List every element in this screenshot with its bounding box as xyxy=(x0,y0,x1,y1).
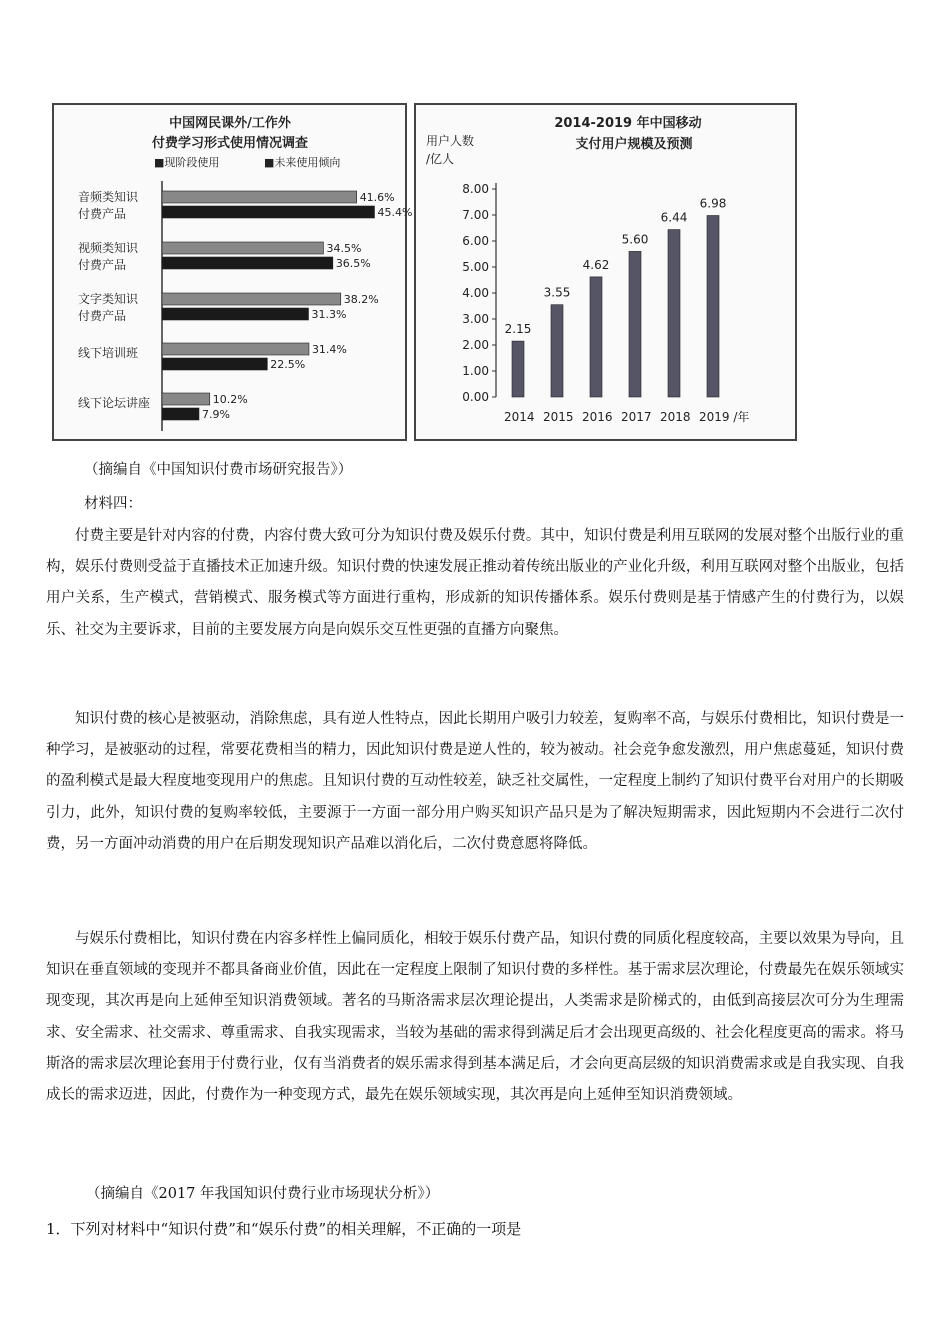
survey-chart-panel xyxy=(52,103,413,441)
chart2-ytick-label: 0.00 xyxy=(462,390,489,404)
paragraph-3: 与娱乐付费相比，知识付费在内容多样性上偏同质化，相较于娱乐付费产品，知识付费的同质化程度较高，主要以效果为导向，且知识在垂直领域的变现并不都具备商业价值，因此在一定程度上限制了知识付费的多样性。基于需求层次理论，付费最先在娱乐领域实现变现，其次再是向上延伸至知识消费领域。著名的马斯洛需求层次理论提出，人类需求是阶梯式的，由低到高接层次可分为生理需求、安全需求、社交需求、尊重需求、自我实现需求，当较为基础的需求得到满足后才会出现更高级的、社会化程度更高的需求。将马斯洛的需求层次理论套用于付费行业，仅有当消费者的娱乐需求得到基本满足后，才会向更高层级的知识消费需求或是自我实现、自我成长的需求迈进，因此，付费作为一种变现方式，最先在娱乐领域实现，其次再是向上延伸至知识消费领域。 xyxy=(46,931,904,1104)
question-1: 1．下列对材料中“知识付费”和“娱乐付费”的相关理解，不正确的一项是 xyxy=(46,1220,522,1238)
paragraph-1: 付费主要是针对内容的付费，内容付费大致可分为知识付费及娱乐付费。其中，知识付费是利用互联网的发展对整个出版行业的重构，娱乐付费则受益于直播技术正加速升级。知识付费的快速发展正推动着传统出版业的产业化升级，利用互联网对整个出版业，包括用户关系，生产模式，营销模式、服务模式等方面进行重构，形成新的知识传播体系。娱乐付费则是基于情感产生的付费行为，以娱乐、社交为主要诉求，目前的主要发展方向是向娱乐交互性更强的直播方向聚焦。 xyxy=(46,528,904,638)
figures xyxy=(52,103,797,441)
chart1-bar-future xyxy=(162,206,374,218)
chart1-value-label: 34.5% xyxy=(326,242,362,255)
chart1-bar-future xyxy=(162,408,199,420)
chart2-ytick-label: 3.00 xyxy=(462,312,489,326)
chart2-xtick-label: 2015 xyxy=(543,410,574,424)
chart2-bar xyxy=(551,305,563,397)
chart2-value-label: 5.60 xyxy=(621,232,649,247)
chart2-title-line: 支付用户规模及预测 xyxy=(575,137,693,152)
chart1-value-label: 41.6% xyxy=(359,191,395,204)
chart2-bar xyxy=(707,216,719,397)
chart2-ytick-label: 7.00 xyxy=(462,208,489,222)
paragraph-2: 知识付费的核心是被驱动，消除焦虑，具有逆人性特点，因此长期用户吸引力较差，复购率不高，与娱乐付费相比，知识付费是一种学习，是被驱动的过程，常要花费相当的精力，因此知识付费是逆人性的，较为被动。社会竞争愈发激烈，用户焦虑蔓延，知识付费的盈利模式是最大程度地变现用户的焦虑。且知识付费的互动性较差，缺乏社交属性，一定程度上制约了知识付费平台对用户的长期吸引力，此外，知识付费的复购率较低，主要源于一方面一部分用户购买知识产品只是为了解决短期需求，因此短期内不会进行二次付费，另一方面冲动消费的用户在后期发现知识产品难以消化后，二次付费意愿将降低。 xyxy=(46,711,904,852)
chart1-bar-current xyxy=(162,393,210,405)
survey-bar-chart xyxy=(54,105,413,439)
chart1-title-line: 付费学习形式使用情况调查 xyxy=(151,136,309,151)
chart1-category-label: 线下培训班 xyxy=(78,346,139,360)
chart1-category-label: 线下论坛讲座 xyxy=(78,396,151,410)
chart1-value-label: 22.5% xyxy=(270,358,306,371)
chart2-ytick-label: 2.00 xyxy=(462,338,489,352)
chart2-bar xyxy=(629,251,641,397)
chart1-category-label: 音频类知识 xyxy=(78,190,139,204)
mobile-pay-chart-panel xyxy=(414,103,797,441)
chart1-value-label: 7.9% xyxy=(201,408,230,421)
chart1-category-label: 文字类知识 xyxy=(78,292,139,306)
chart2-xtick-label: 2019 /年 xyxy=(699,410,750,424)
chart1-legend-future: ■未来使用倾向 xyxy=(264,156,341,169)
chart1-value-label: 10.2% xyxy=(212,393,248,406)
chart2-xtick-label: 2016 xyxy=(582,410,613,424)
chart2-bar xyxy=(590,277,602,397)
chart1-value-label: 31.3% xyxy=(311,308,347,321)
chart2-xtick-label: 2017 xyxy=(621,410,652,424)
mobile-pay-bar-chart xyxy=(416,105,795,439)
chart1-value-label: 45.4% xyxy=(377,206,413,219)
chart1-bar-future xyxy=(162,308,308,320)
chart1-value-label: 36.5% xyxy=(335,257,371,270)
chart2-ytick-label: 8.00 xyxy=(462,182,489,196)
chart1-category-label: 付费产品 xyxy=(78,258,127,272)
chart1-value-label: 38.2% xyxy=(343,293,379,306)
chart2-ytick-label: 1.00 xyxy=(462,364,489,378)
chart2-xtick-label: 2018 xyxy=(660,410,691,424)
chart2-ylabel: 用户人数 xyxy=(426,134,475,148)
chart2-title-line: 2014-2019 年中国移动 xyxy=(554,116,702,131)
chart2-xtick-label: 2014 xyxy=(504,410,535,424)
chart2-ytick-label: 4.00 xyxy=(462,286,489,300)
chart1-category-label: 付费产品 xyxy=(78,309,127,323)
chart2-value-label: 6.98 xyxy=(699,196,727,211)
chart2-value-label: 3.55 xyxy=(543,285,571,300)
chart1-bar-future xyxy=(162,257,333,269)
chart2-ytick-label: 5.00 xyxy=(462,260,489,274)
chart2-value-label: 2.15 xyxy=(504,322,532,337)
chart1-bar-current xyxy=(162,191,357,203)
chart2-ylabel: /亿人 xyxy=(426,152,455,166)
chart1-bar-future xyxy=(162,358,267,370)
chart2-value-label: 6.44 xyxy=(660,210,688,225)
chart2-bar xyxy=(512,341,524,397)
chart2-bar xyxy=(668,230,680,397)
section-heading: 材料四： xyxy=(84,496,142,512)
chart1-category-label: 视频类知识 xyxy=(78,241,139,255)
chart2-value-label: 4.62 xyxy=(582,257,610,272)
chart1-bar-current xyxy=(162,343,309,355)
chart1-title-line: 中国网民课外/工作外 xyxy=(169,116,291,131)
chart1-value-label: 31.4% xyxy=(311,343,347,356)
chart1-bar-current xyxy=(162,242,323,254)
source-note-1: （摘编自《中国知识付费市场研究报告》） xyxy=(84,462,353,478)
chart1-category-label: 付费产品 xyxy=(78,207,127,221)
chart1-bar-current xyxy=(162,293,341,305)
chart2-ytick-label: 6.00 xyxy=(462,234,489,248)
chart1-legend-current: ■现阶段使用 xyxy=(154,156,220,169)
source-note-2: （摘编自《2017 年我国知识付费行业市场现状分析》） xyxy=(86,1186,440,1202)
